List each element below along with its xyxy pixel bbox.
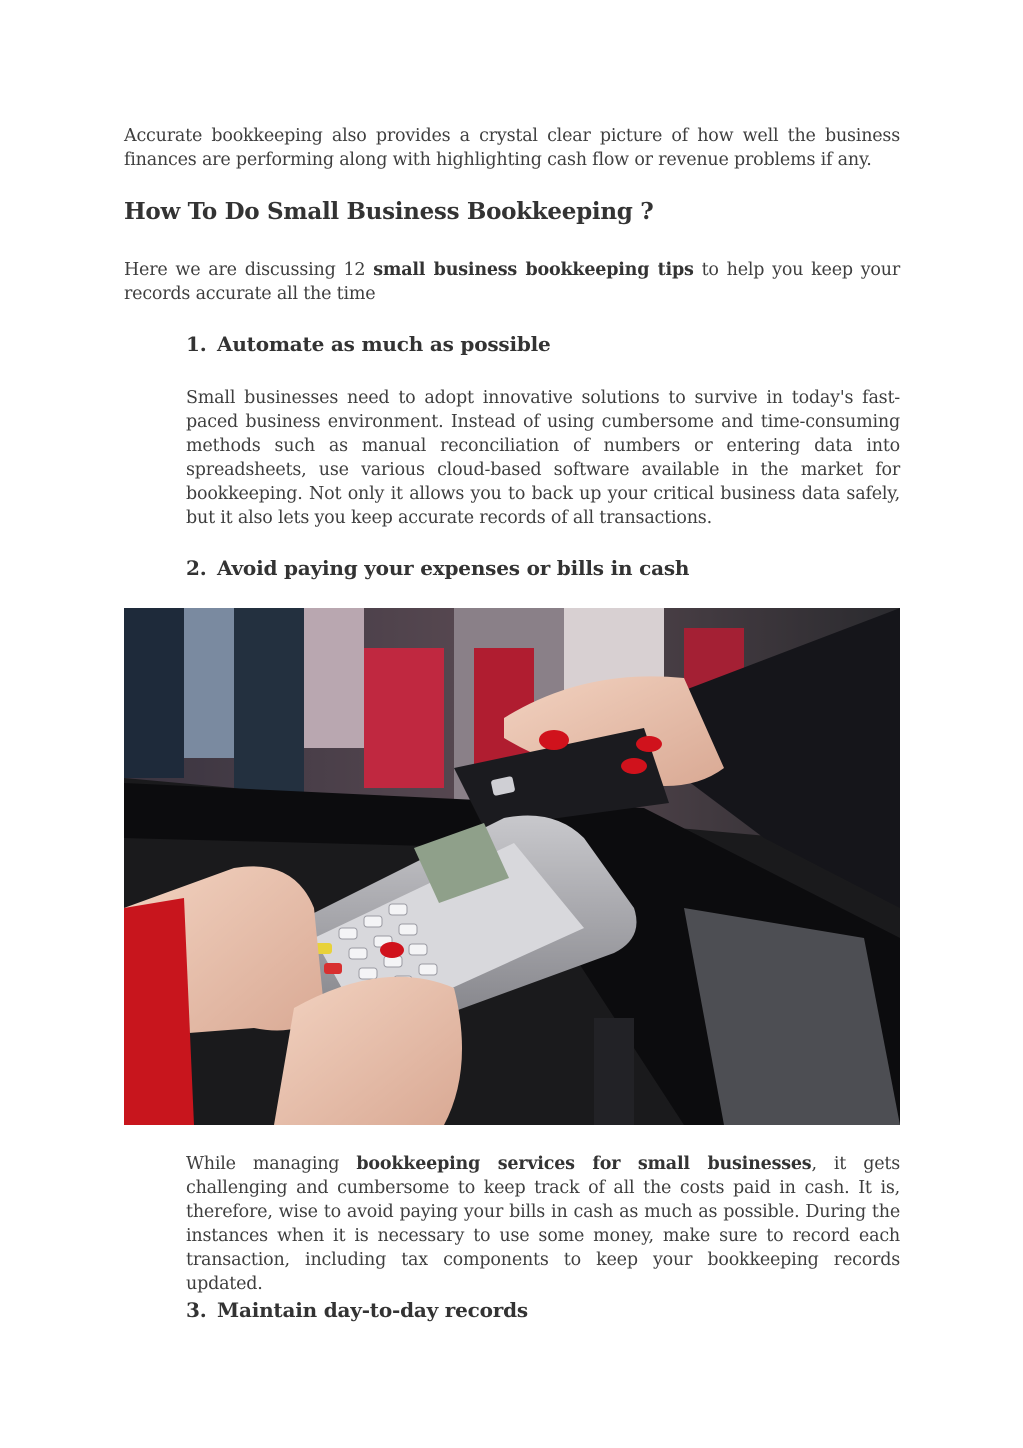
tip-3-number: 3. [186,1298,207,1322]
lead-bold-link-text: small business bookkeeping tips [373,260,694,280]
tip-1-number: 1. [186,332,207,356]
lead-text-after: to help you keep your records accurate all the time [124,260,900,304]
lead-paragraph [124,258,900,306]
tip-1-title: Automate as much as possible [217,332,551,356]
tip-2-body-before: While managing [186,1154,357,1174]
tip-2-body-after: , it gets challenging and cumbersome to keep track of all the costs paid in cash. It is, therefore, wise to avoid paying your bills in cash as much as possible. During the instances when it is necessary to use some money, make sure to record each transaction, including tax components to keep your bookkeeping records updated. [186,1154,900,1294]
lead-text-before: Here we are discussing 12 [124,260,374,280]
tip-1-heading [186,332,551,356]
tip-2-heading [186,556,689,580]
intro-paragraph: Accurate bookkeeping also provides a crystal clear picture of how well the business finances are performing along with highlighting cash flow or revenue problems if any. [124,126,900,170]
tip-2-title: Avoid paying your expenses or bills in cash [217,556,690,580]
tip-2-body-bold-link-text: bookkeeping services for small businesses [356,1154,812,1174]
tip-1-body: Small businesses need to adopt innovative solutions to survive in today's fast-paced business environment. Instead of using cumbersome and time-consuming methods such as manual reconciliation of numbers or entering data into spreadsheets, use various cloud-based software available in the market for bookkeeping. Not only it allows you to back up your critical business data safely, but it also lets you keep accurate records of all transactions. [186,388,900,528]
card-payment-photo [124,608,900,1125]
section-heading: How To Do Small Business Bookkeeping ? [124,198,654,225]
tip-3-heading [186,1298,528,1322]
tip-2-number: 2. [186,556,207,580]
tip-3-title: Maintain day-to-day records [217,1298,528,1322]
tip-2-body [186,1152,900,1296]
